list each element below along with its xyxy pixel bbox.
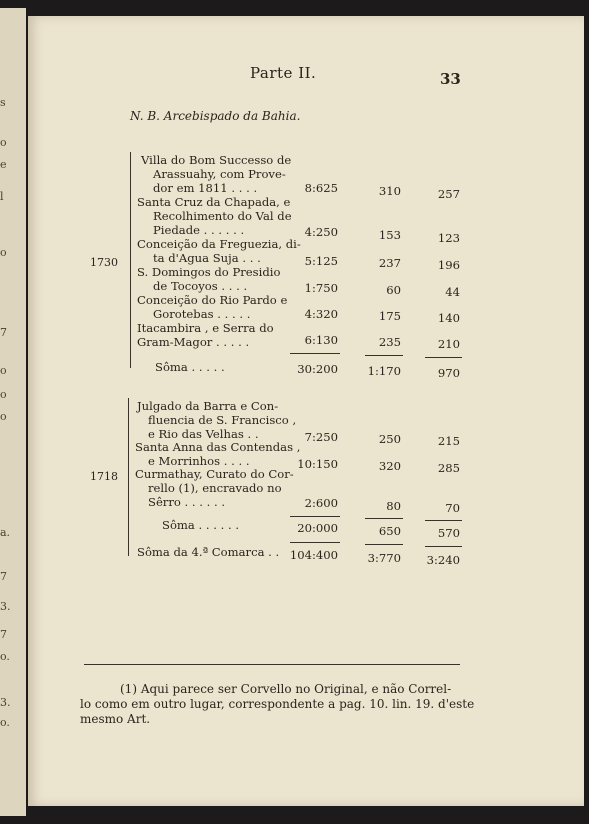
section1-total-value2: 1:170 bbox=[367, 364, 401, 378]
margin-fragment: 7 bbox=[0, 570, 7, 583]
section2-row3-value3: 70 bbox=[445, 501, 460, 515]
margin-fragment: 7 bbox=[0, 628, 7, 641]
section2-row3-line1: Curmathay, Curato do Cor- bbox=[135, 467, 294, 481]
margin-fragment: o bbox=[0, 136, 7, 149]
margin-fragment: s bbox=[0, 96, 6, 109]
margin-fragment: e bbox=[0, 158, 7, 171]
section2-row2-value3: 285 bbox=[437, 461, 460, 475]
margin-fragment: o bbox=[0, 364, 7, 377]
section2-row3-line3: Sêrro . . . . . . bbox=[148, 495, 226, 509]
section2-total-rule-2 bbox=[365, 518, 403, 519]
section1-row5-value1: 4:320 bbox=[304, 307, 338, 321]
grand-total-rule-1 bbox=[290, 542, 340, 543]
section2-total-rule-3 bbox=[425, 520, 462, 521]
page-number: 33 bbox=[440, 70, 461, 88]
section1-row4-line1: S. Domingos do Presidio bbox=[137, 265, 281, 279]
section1-row1-line2: Arassuahy, com Prove- bbox=[153, 167, 286, 181]
section1-row1-value3: 257 bbox=[437, 187, 460, 201]
section2-total-value2: 650 bbox=[378, 524, 401, 538]
section1-total-label: Sôma . . . . . bbox=[155, 360, 225, 374]
section2-row1-line2: fluencia de S. Francisco , bbox=[148, 413, 297, 427]
grand-total-rule-2 bbox=[365, 544, 403, 545]
margin-fragment: o bbox=[0, 410, 7, 423]
margin-fragment: l bbox=[0, 190, 4, 203]
section2-row1-line1: Julgado da Barra e Con- bbox=[137, 399, 279, 413]
section1-row4-value1: 1:750 bbox=[304, 281, 338, 295]
section2-row1-value2: 250 bbox=[378, 432, 401, 446]
section1-total-rule-1 bbox=[290, 353, 340, 354]
section1-row2-line1: Santa Cruz da Chapada, e bbox=[137, 195, 291, 209]
section1-row5-value2: 175 bbox=[378, 309, 401, 323]
section1-row3-line2: ta d'Agua Suja . . . bbox=[153, 251, 261, 265]
section1-row4-value3: 44 bbox=[445, 285, 460, 299]
section1-row1-value2: 310 bbox=[378, 184, 401, 198]
footnote-line3: mesmo Art. bbox=[80, 712, 151, 726]
section1-year: 1730 bbox=[90, 256, 118, 269]
margin-fragment: o bbox=[0, 388, 7, 401]
section1-row2-line3: Piedade . . . . . . bbox=[153, 223, 245, 237]
page-title: Parte II. bbox=[250, 64, 317, 82]
section1-row1-value1: 8:625 bbox=[304, 181, 338, 195]
section1-row5-value3: 140 bbox=[437, 311, 460, 325]
section2-row2-value1: 10:150 bbox=[297, 457, 338, 471]
grand-total-value3: 3:240 bbox=[426, 553, 460, 567]
section2-total-value3: 570 bbox=[437, 526, 460, 540]
footnote-line1: (1) Aqui parece ser Corvello no Original, e não Correl- bbox=[120, 682, 452, 696]
section1-row2-value3: 123 bbox=[437, 231, 460, 245]
margin-fragment: a. bbox=[0, 526, 11, 539]
section2-brace bbox=[128, 398, 129, 556]
section1-row1-line1: Villa do Bom Successo de bbox=[141, 153, 292, 167]
section1-row6-line1: Itacambira , e Serra do bbox=[137, 321, 274, 335]
section1-row6-line2: Gram-Magor . . . . . bbox=[137, 335, 250, 349]
section2-row2-line1: Santa Anna das Contendas , bbox=[135, 440, 301, 454]
margin-fragment: 3. bbox=[0, 696, 11, 709]
section2-total-value1: 20:000 bbox=[297, 521, 338, 535]
section1-total-rule-3 bbox=[425, 357, 462, 358]
section2-total-rule-1 bbox=[290, 516, 340, 517]
section2-row3-line2: rello (1), encravado no bbox=[148, 481, 282, 495]
section1-row3-line1: Conceição da Freguezia, di- bbox=[137, 237, 301, 251]
section1-row2-value2: 153 bbox=[378, 228, 401, 242]
footnote-rule bbox=[84, 664, 460, 665]
section1-row6-value1: 6:130 bbox=[304, 333, 338, 347]
grand-total-value2: 3:770 bbox=[367, 551, 401, 565]
grand-total-label: Sôma da 4.ª Comarca . . bbox=[137, 545, 280, 559]
section1-row5-line1: Conceição do Rio Pardo e bbox=[137, 293, 288, 307]
section2-row2-line2: e Morrinhos . . . . bbox=[148, 454, 250, 468]
section1-row2-value1: 4:250 bbox=[304, 225, 338, 239]
section2-row3-value1: 2:600 bbox=[304, 496, 338, 510]
margin-fragment: 3. bbox=[0, 600, 11, 613]
section2-year: 1718 bbox=[90, 470, 118, 483]
section1-row5-line2: Gorotebas . . . . . bbox=[153, 307, 251, 321]
section1-row3-value2: 237 bbox=[378, 256, 401, 270]
section1-total-value3: 970 bbox=[437, 366, 460, 380]
section1-row6-value3: 210 bbox=[437, 337, 460, 351]
margin-fragment: o bbox=[0, 246, 7, 259]
section2-total-label: Sôma . . . . . . bbox=[162, 518, 240, 532]
section2-row1-value1: 7:250 bbox=[304, 430, 338, 444]
margin-fragment: o. bbox=[0, 650, 10, 663]
previous-page-edge bbox=[0, 8, 26, 816]
grand-total-rule-3 bbox=[425, 546, 462, 547]
section1-total-rule-2 bbox=[365, 355, 403, 356]
section2-row3-value2: 80 bbox=[386, 499, 401, 513]
subtitle: N. B. Arcebispado da Bahia. bbox=[130, 109, 301, 123]
section2-row1-value3: 215 bbox=[437, 434, 460, 448]
section1-row1-line3: dor em 1811 . . . . bbox=[153, 181, 258, 195]
section1-row2-line2: Recolhimento do Val de bbox=[153, 209, 292, 223]
section2-row2-value2: 320 bbox=[378, 459, 401, 473]
section1-total-value1: 30:200 bbox=[297, 362, 338, 376]
section1-brace bbox=[130, 152, 131, 368]
margin-fragment: o. bbox=[0, 716, 10, 729]
grand-total-value1: 104:400 bbox=[289, 548, 338, 562]
section1-row3-value1: 5:125 bbox=[304, 254, 338, 268]
section2-row1-line3: e Rio das Velhas . . bbox=[148, 427, 259, 441]
section1-row6-value2: 235 bbox=[378, 335, 401, 349]
section1-row3-value3: 196 bbox=[437, 258, 460, 272]
margin-fragment: 7 bbox=[0, 326, 7, 339]
footnote-line2: lo como em outro lugar, correspondente a pag. 10. lin. 19. d'este bbox=[80, 697, 475, 711]
section1-row4-value2: 60 bbox=[386, 283, 401, 297]
section1-row4-line2: de Tocoyos . . . . bbox=[153, 279, 248, 293]
